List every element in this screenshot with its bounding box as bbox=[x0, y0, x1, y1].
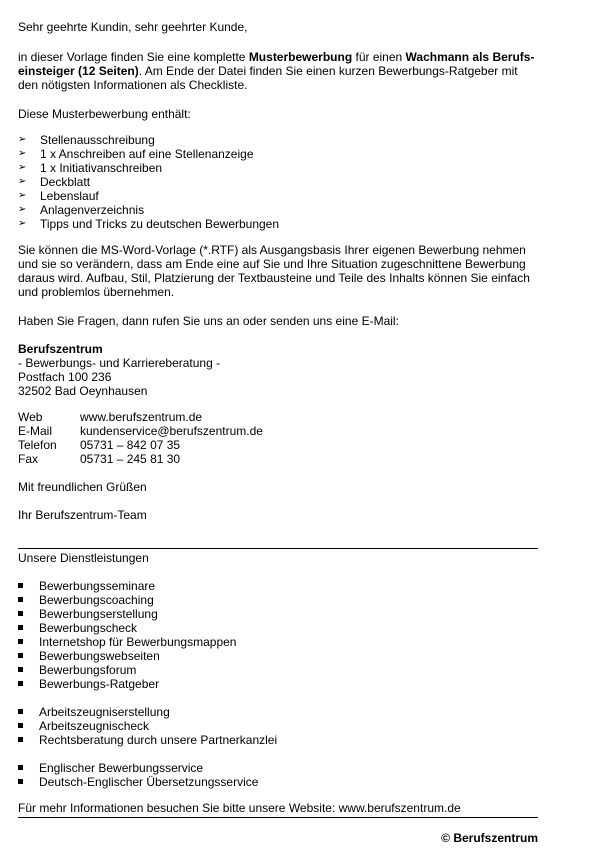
list-item: Bewerbungs-Ratgeber bbox=[39, 677, 160, 691]
usage-paragraph: Sie können die MS-Word-Vorlage (*.RTF) als Ausgangsbasis Ihrer eigenen Bewerbung nehmen und sie so verändern, dass am Ende eine auf Sie und Ihre Situation zugeschnittene Bewerbung daraus wird. Aufbau, Stil, Platzierung der Textbausteine und Teile des Inhalts können Sie einfach und problemlos übernehmen. bbox=[18, 243, 530, 299]
divider-bottom bbox=[18, 817, 538, 818]
list-item: Englischer Bewerbungsservice bbox=[39, 761, 204, 775]
square-bullet-icon bbox=[18, 737, 23, 742]
square-bullet-icon bbox=[18, 723, 23, 728]
square-bullet-icon bbox=[18, 765, 23, 770]
list-item: ➢ Deckblatt bbox=[18, 175, 91, 189]
contact-phone-value: 05731 – 842 07 35 bbox=[80, 438, 181, 452]
intro-text-b: für einen bbox=[352, 50, 406, 64]
square-bullet-icon bbox=[18, 667, 23, 672]
list-item: Arbeitszeugniserstellung bbox=[39, 705, 170, 719]
arrow-bullet-icon: ➢ bbox=[18, 134, 27, 145]
list-item: Bewerbungsforum bbox=[39, 663, 137, 677]
list-item: Deutsch-Englischer Übersetzungsservice bbox=[39, 775, 259, 789]
list-item: ➢ 1 x Anschreiben auf eine Stellenanzeige bbox=[18, 147, 254, 161]
square-bullet-icon bbox=[18, 639, 23, 644]
contact-label-email: E-Mail bbox=[18, 424, 53, 438]
services-heading: Unsere Dienstleistungen bbox=[18, 551, 149, 565]
list-item: ➢ Stellenausschreibung bbox=[18, 133, 155, 147]
signature-text: Ihr Berufszentrum-Team bbox=[18, 508, 147, 522]
contact-fax-value: 05731 – 245 81 30 bbox=[80, 452, 181, 466]
contact-label-web: Web bbox=[18, 410, 43, 424]
list-item: ➢ Tipps und Tricks zu deutschen Bewerbungen bbox=[18, 217, 280, 231]
list-item: Arbeitszeugnischeck bbox=[39, 719, 150, 733]
greeting: Sehr geehrte Kundin, sehr geehrter Kunde, bbox=[18, 20, 248, 34]
arrow-bullet-icon: ➢ bbox=[18, 148, 27, 159]
arrow-bullet-icon: ➢ bbox=[18, 176, 27, 187]
intro-text-a: in dieser Vorlage finden Sie eine komplette bbox=[18, 50, 249, 64]
contact-label-fax: Fax bbox=[18, 452, 39, 466]
list-item: Internetshop für Bewerbungsmappen bbox=[39, 635, 237, 649]
copyright-text: © Berufszentrum bbox=[441, 831, 538, 845]
address-name: Berufszentrum bbox=[18, 342, 103, 356]
list-item: Bewerbungscoaching bbox=[39, 593, 154, 607]
address-city: 32502 Bad Oeynhausen bbox=[18, 384, 148, 398]
contact-label-phone: Telefon bbox=[18, 438, 57, 452]
list-item: Bewerbungserstellung bbox=[39, 607, 158, 621]
list-item: ➢ Lebenslauf bbox=[18, 189, 99, 203]
list-item: Rechtsberatung durch unsere Partnerkanzlei bbox=[39, 733, 278, 747]
questions-text: Haben Sie Fragen, dann rufen Sie uns an oder senden uns eine E-Mail: bbox=[18, 314, 399, 328]
square-bullet-icon bbox=[18, 625, 23, 630]
square-bullet-icon bbox=[18, 709, 23, 714]
intro-bold-job: Wachmann als Berufs-einsteiger (12 Seiten) bbox=[18, 50, 535, 78]
contact-web-link[interactable]: www.berufszentrum.de bbox=[80, 410, 203, 424]
square-bullet-icon bbox=[18, 779, 23, 784]
contains-heading: Diese Musterbewerbung enthält: bbox=[18, 107, 191, 121]
list-item: Bewerbungswebseiten bbox=[39, 649, 160, 663]
address-subtitle: - Bewerbungs- und Karriereberatung - bbox=[18, 356, 221, 370]
list-item: ➢ Anlagenverzeichnis bbox=[18, 203, 145, 217]
intro-paragraph bbox=[18, 50, 540, 92]
square-bullet-icon bbox=[18, 653, 23, 658]
contact-email-link[interactable]: kundenservice@berufszentrum.de bbox=[80, 424, 263, 438]
arrow-bullet-icon: ➢ bbox=[18, 190, 27, 201]
square-bullet-icon bbox=[18, 681, 23, 686]
arrow-bullet-icon: ➢ bbox=[18, 162, 27, 173]
arrow-bullet-icon: ➢ bbox=[18, 204, 27, 215]
list-item: Bewerbungscheck bbox=[39, 621, 138, 635]
intro-bold-musterbewerbung: Musterbewerbung bbox=[248, 50, 353, 64]
intro-text-c: . Am Ende der Datei finden Sie einen kurzen Bewerbungs-Ratgeber mit den nötigsten Informationen als Checkliste. bbox=[18, 64, 518, 92]
address-postfach: Postfach 100 236 bbox=[18, 370, 112, 384]
arrow-bullet-icon: ➢ bbox=[18, 218, 27, 229]
list-item: ➢ 1 x Initiativanschreiben bbox=[18, 161, 163, 175]
square-bullet-icon bbox=[18, 597, 23, 602]
square-bullet-icon bbox=[18, 611, 23, 616]
square-bullet-icon bbox=[18, 583, 23, 588]
divider-top bbox=[18, 548, 538, 549]
footer-info-link[interactable]: Für mehr Informationen besuchen Sie bitte unsere Website: www.berufszentrum.de bbox=[18, 801, 461, 815]
closing-text: Mit freundlichen Grüßen bbox=[18, 480, 147, 494]
list-item: Bewerbungsseminare bbox=[39, 579, 156, 593]
